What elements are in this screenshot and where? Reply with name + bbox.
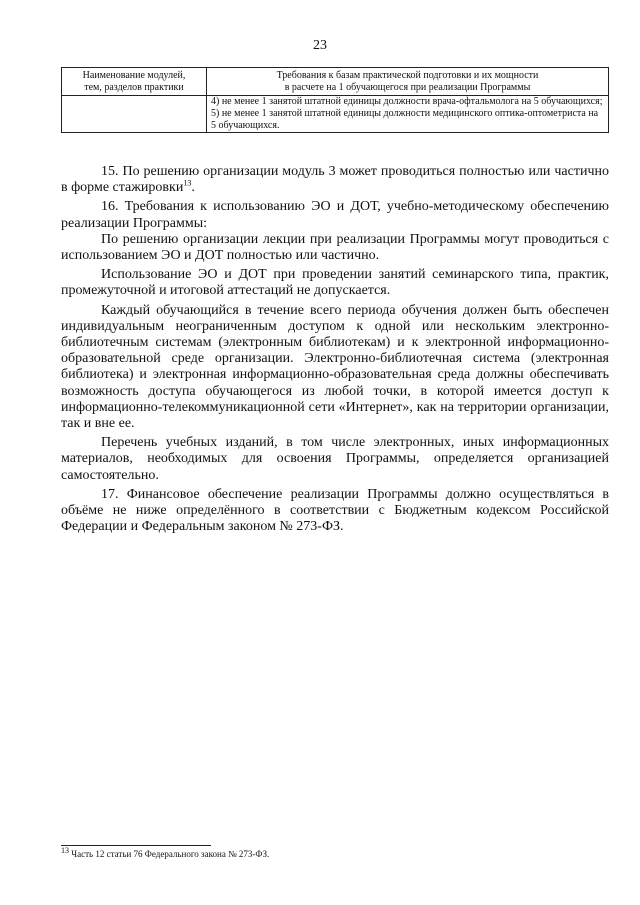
requirement-item: 4) не менее 1 занятой штатной единицы должности врача-офтальмолога на 5 обучающихся; [211,96,603,107]
table-cell-empty [62,96,207,133]
footnote [61,846,270,859]
paragraph: Перечень учебных изданий, в том числе электронных, иных информационных материалов, необходимых для освоения Программы, определяется организацией самостоятельно. [61,435,609,483]
footnote-number: 13 [61,846,69,855]
header-requirements-line: Требования к базам практической подготовки и их мощности [276,69,539,81]
requirements-table [61,67,609,133]
header-requirements-line: в расчете на 1 обучающегося при реализации Программы [284,81,531,93]
header-requirements [207,68,609,96]
document-body [61,164,609,538]
header-modules-line: тем, разделов практики [84,81,184,93]
table-cell-requirements [207,96,609,133]
footnote-ref: 13 [183,178,192,188]
paragraph: Использование ЭО и ДОТ при проведении занятий семинарского типа, практик, промежуточной и итоговой аттестаций не допускается. [61,267,609,299]
table-header-row [62,68,609,96]
paragraph: По решению организации лекции при реализации Программы могут проводиться с использованием ЭО и ДОТ полностью или частично. [61,231,609,264]
paragraph-17: 17. Финансовое обеспечение реализации Программы должно осуществляться в объёме не ниже определённого в соответствии с Бюджетным кодексом Российской Федерации и Федеральным законом № 273-ФЗ. [61,486,609,535]
paragraph-text: 15. По решению организации модуль 3 может проводиться полностью или частично в форме стажировки [61,164,609,196]
footnote-text: Часть 12 статьи 76 Федерального закона № 273-ФЗ. [69,849,270,859]
paragraph: Каждый обучающийся в течение всего периода обучения должен быть обеспечен индивидуальным неограниченным доступом к одной или нескольким электронно-библиотечным системам (электронным библиотекам) и к электронной информационно-образовательной среде организации. Электронно-библиотечная система (электронная библиотека) и электронная информационно-образовательная среда должны обеспечивать возможность доступа обучающегося из любой точки, в которой имеется доступ к информационно-телекоммуникационной сети «Интернет», как на территории организации, так и вне ее. [61,302,609,432]
header-modules-line: Наименование модулей, [82,69,186,81]
header-modules [62,68,207,96]
requirement-item: 5) не менее 1 занятой штатной единицы должности медицинского оптика-оптометриста на 5 обучающихся. [211,108,599,131]
paragraph-16: 16. Требования к использованию ЭО и ДОТ, учебно-методическому обеспечению реализации Программы: [61,199,609,231]
footnote-divider [61,845,211,846]
page-number: 23 [313,38,327,53]
paragraph-tail: . [191,180,195,196]
paragraph-15 [61,164,609,196]
table-row [62,96,609,133]
